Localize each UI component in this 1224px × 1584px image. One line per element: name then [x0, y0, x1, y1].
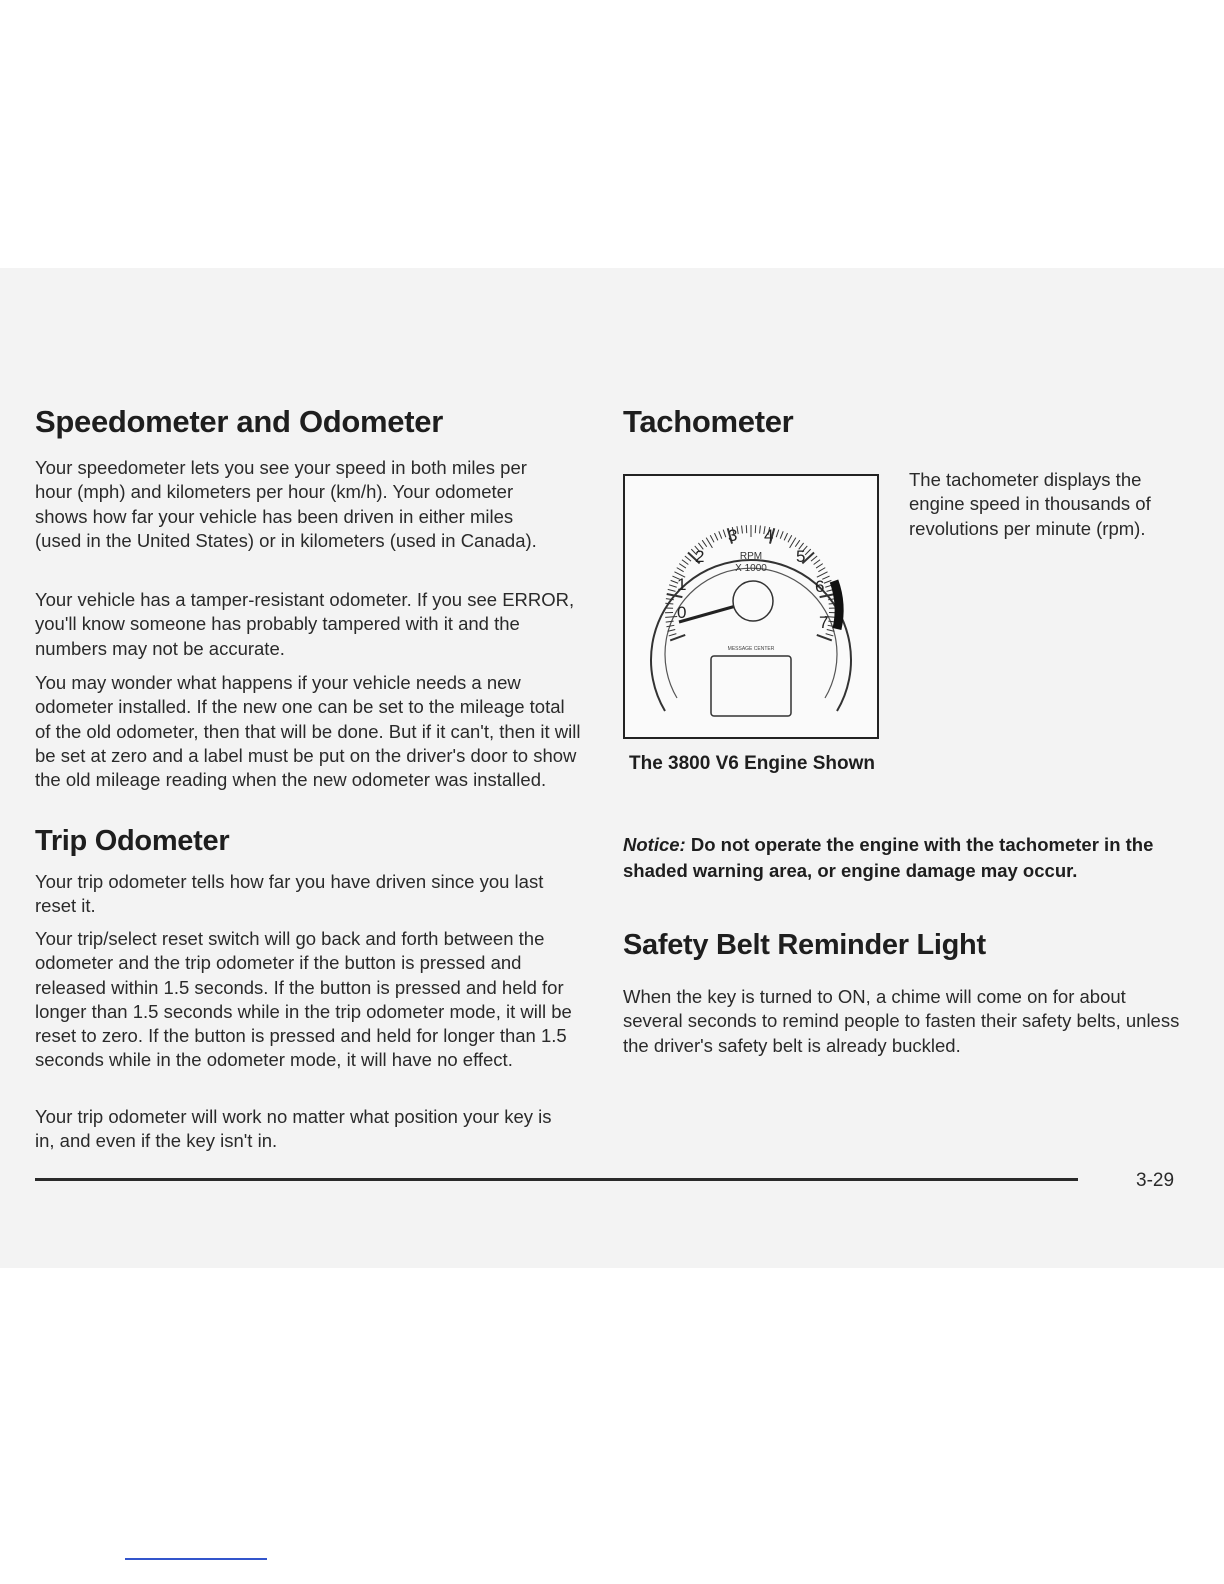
- gauge-tick: [817, 635, 832, 640]
- gauge-hub: [733, 581, 773, 621]
- gauge-tick: [668, 589, 676, 591]
- gauge-tick: [665, 603, 673, 604]
- trip-paragraph-2: Your trip/select reset switch will go back and forth between the odometer and the trip odometer if the button is pressed and released within 1.5 seconds. If the button is pressed and held for longer than 1.5 seconds while in the trip odometer mode, it will be reset to zero. If the button is pressed and held for longer than 1.5 seconds while in the odometer mode, it will have no effect.: [35, 928, 572, 1071]
- gauge-number-5: 5: [796, 547, 806, 566]
- gauge-tick: [742, 526, 743, 534]
- tachometer-caption: The 3800 V6 Engine Shown: [628, 753, 875, 774]
- message-center-label: MESSAGE CENTER: [727, 646, 775, 652]
- gauge-tick: [790, 538, 796, 548]
- gauge-tick: [685, 556, 691, 561]
- gauge-tick: [814, 560, 820, 565]
- safety-belt-paragraph: When the key is turned to ON, a chime will come on for about several seconds to remind people to fasten their safety belts, unless the driver's safety belt is already buckled.: [623, 986, 1180, 1056]
- safety-belt-heading: Safety Belt Reminder Light: [623, 929, 986, 961]
- gauge-tick: [788, 535, 792, 542]
- gauge-tick: [670, 635, 685, 640]
- gauge-tick: [677, 568, 684, 572]
- gauge-tick: [784, 533, 787, 540]
- gauge-tick: [669, 585, 677, 587]
- tachometer-description: The tachometer displays the engine speed in thousands of revolutions per minute (rpm).: [909, 469, 1151, 539]
- gauge-tick: [714, 533, 717, 540]
- gauge-tick: [776, 530, 779, 538]
- speedometer-paragraph-3: You may wonder what happens if your vehicle needs a new odometer installed. If the new one can be set to the mileage total of the old odometer, then that will be done. But if it can't, then it will be set at zero and a label must be put on the driver's door to show the old mileage reading when the new odometer was installed.: [35, 672, 581, 791]
- gauge-tick: [665, 617, 677, 618]
- message-center-display: [711, 656, 791, 716]
- gauge-tick: [679, 564, 686, 568]
- gauge-number-1: 1: [677, 575, 687, 594]
- gauge-tick: [805, 549, 811, 555]
- speedometer-paragraph-1: Your speedometer lets you see your speed in both miles per hour (mph) and kilometers per hour (km/h). Your odometer shows how far your vehicle has been driven in either miles (used in the United States) or in kilometers (used in Canada).: [35, 457, 537, 551]
- gauge-tick: [719, 531, 722, 538]
- gauge-tick: [811, 556, 817, 561]
- trip-paragraph-3: Your trip odometer will work no matter what position your key is in, and even if the key isn't in.: [35, 1106, 552, 1152]
- gauge-multiplier-label: X 1000: [735, 563, 767, 574]
- trip-odometer-heading: Trip Odometer: [35, 825, 230, 857]
- tachometer-illustration: [623, 474, 879, 739]
- gauge-tick: [666, 621, 674, 622]
- gauge-rpm-label: RPM: [739, 551, 763, 562]
- gauge-tick: [702, 540, 707, 547]
- gauge-number-2: 2: [695, 547, 705, 566]
- gauge-tick: [669, 634, 677, 636]
- notice-block: [623, 832, 1183, 883]
- gauge-tick: [795, 540, 800, 547]
- gauge-tick: [818, 568, 825, 572]
- speedometer-heading: Speedometer and Odometer: [35, 404, 443, 439]
- footer-rule: [35, 1178, 1078, 1181]
- gauge-tick: [826, 634, 834, 636]
- gauge-number-0: 0: [677, 603, 687, 622]
- notice-text: Do not operate the engine with the tachometer in the shaded warning area, or engine damage may occur.: [623, 834, 1154, 881]
- tachometer-gauge-svg: [625, 476, 877, 737]
- page-number: 3-29: [1136, 1170, 1175, 1191]
- trip-paragraph-1: Your trip odometer tells how far you have driven since you last reset it.: [35, 871, 544, 917]
- gauge-number-6: 6: [815, 577, 825, 596]
- gauge-number-7: 7: [819, 613, 829, 632]
- gauge-tick: [816, 564, 823, 568]
- bottom-link-underline[interactable]: [125, 1558, 267, 1560]
- gauge-tick: [780, 531, 783, 538]
- tachometer-heading: Tachometer: [623, 404, 794, 439]
- gauge-tick: [682, 560, 688, 565]
- gauge-number-4: 4: [764, 526, 774, 545]
- notice-label: Notice:: [623, 834, 686, 855]
- gauge-tick: [760, 526, 761, 534]
- gauge-tick: [706, 538, 712, 548]
- gauge-tick: [723, 530, 726, 538]
- gauge-tick: [710, 535, 714, 542]
- gauge-number-3: 3: [728, 526, 738, 545]
- speedometer-paragraph-2: Your vehicle has a tamper-resistant odometer. If you see ERROR, you'll know someone has probably tampered with it and the numbers may not be accurate.: [35, 589, 575, 659]
